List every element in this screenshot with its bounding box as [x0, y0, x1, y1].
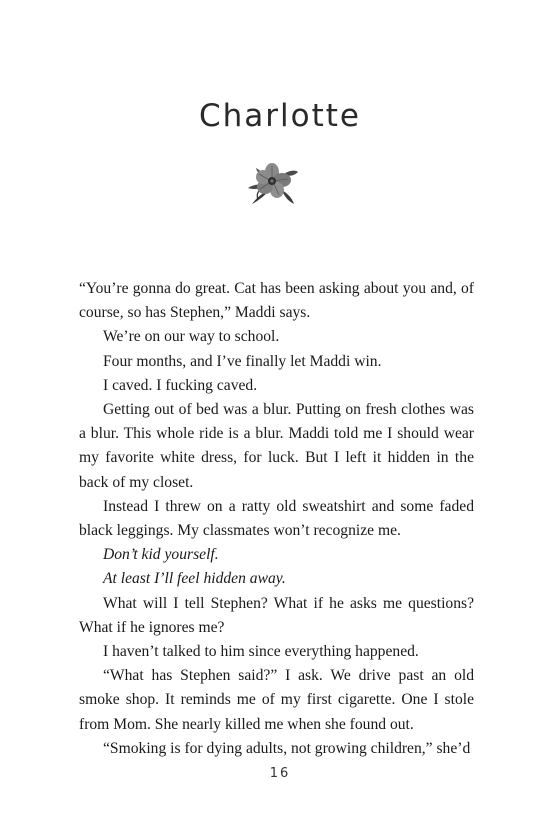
- paragraph: “Smoking is for dying adults, not growing children,” she’d: [103, 739, 471, 757]
- paragraph: Four months, and I’ve finally let Maddi win.: [103, 352, 382, 370]
- chapter-body: [79, 277, 474, 761]
- chapter-title: Charlotte: [199, 98, 361, 134]
- italic-thought: At least I’ll feel hidden away.: [103, 570, 286, 588]
- italic-thought: Don’t kid yourself.: [103, 546, 219, 564]
- page-number: 16: [269, 766, 291, 781]
- paragraph: “What has Stephen said?” I ask. We drive past an old smoke shop. It reminds me of my first cigarette. One I stole from Mom. She nearly killed me when she found out.: [79, 667, 474, 733]
- paragraph: I haven’t talked to him since everything happened.: [103, 643, 419, 661]
- paragraph: “You’re gonna do great. Cat has been asking about you and, of course, so has Stephen,” Maddi says.: [79, 280, 474, 322]
- paragraph: I caved. I fucking caved.: [103, 376, 258, 394]
- paragraph: Instead I threw on a ratty old sweatshirt and some faded black leggings. My classmates won’t recognize me.: [79, 497, 474, 540]
- paragraph: What will I tell Stephen? What if he asks me questions? What if he ignores me?: [79, 594, 474, 636]
- paragraph: We’re on our way to school.: [103, 328, 280, 346]
- paragraph: Getting out of bed was a blur. Putting on fresh clothes was a blur. This whole ride is a blur. Maddi told me I should wear my favorite white dress, for luck. But I left it hidden in the back of my closet.: [79, 401, 474, 491]
- flower-icon: [244, 160, 300, 208]
